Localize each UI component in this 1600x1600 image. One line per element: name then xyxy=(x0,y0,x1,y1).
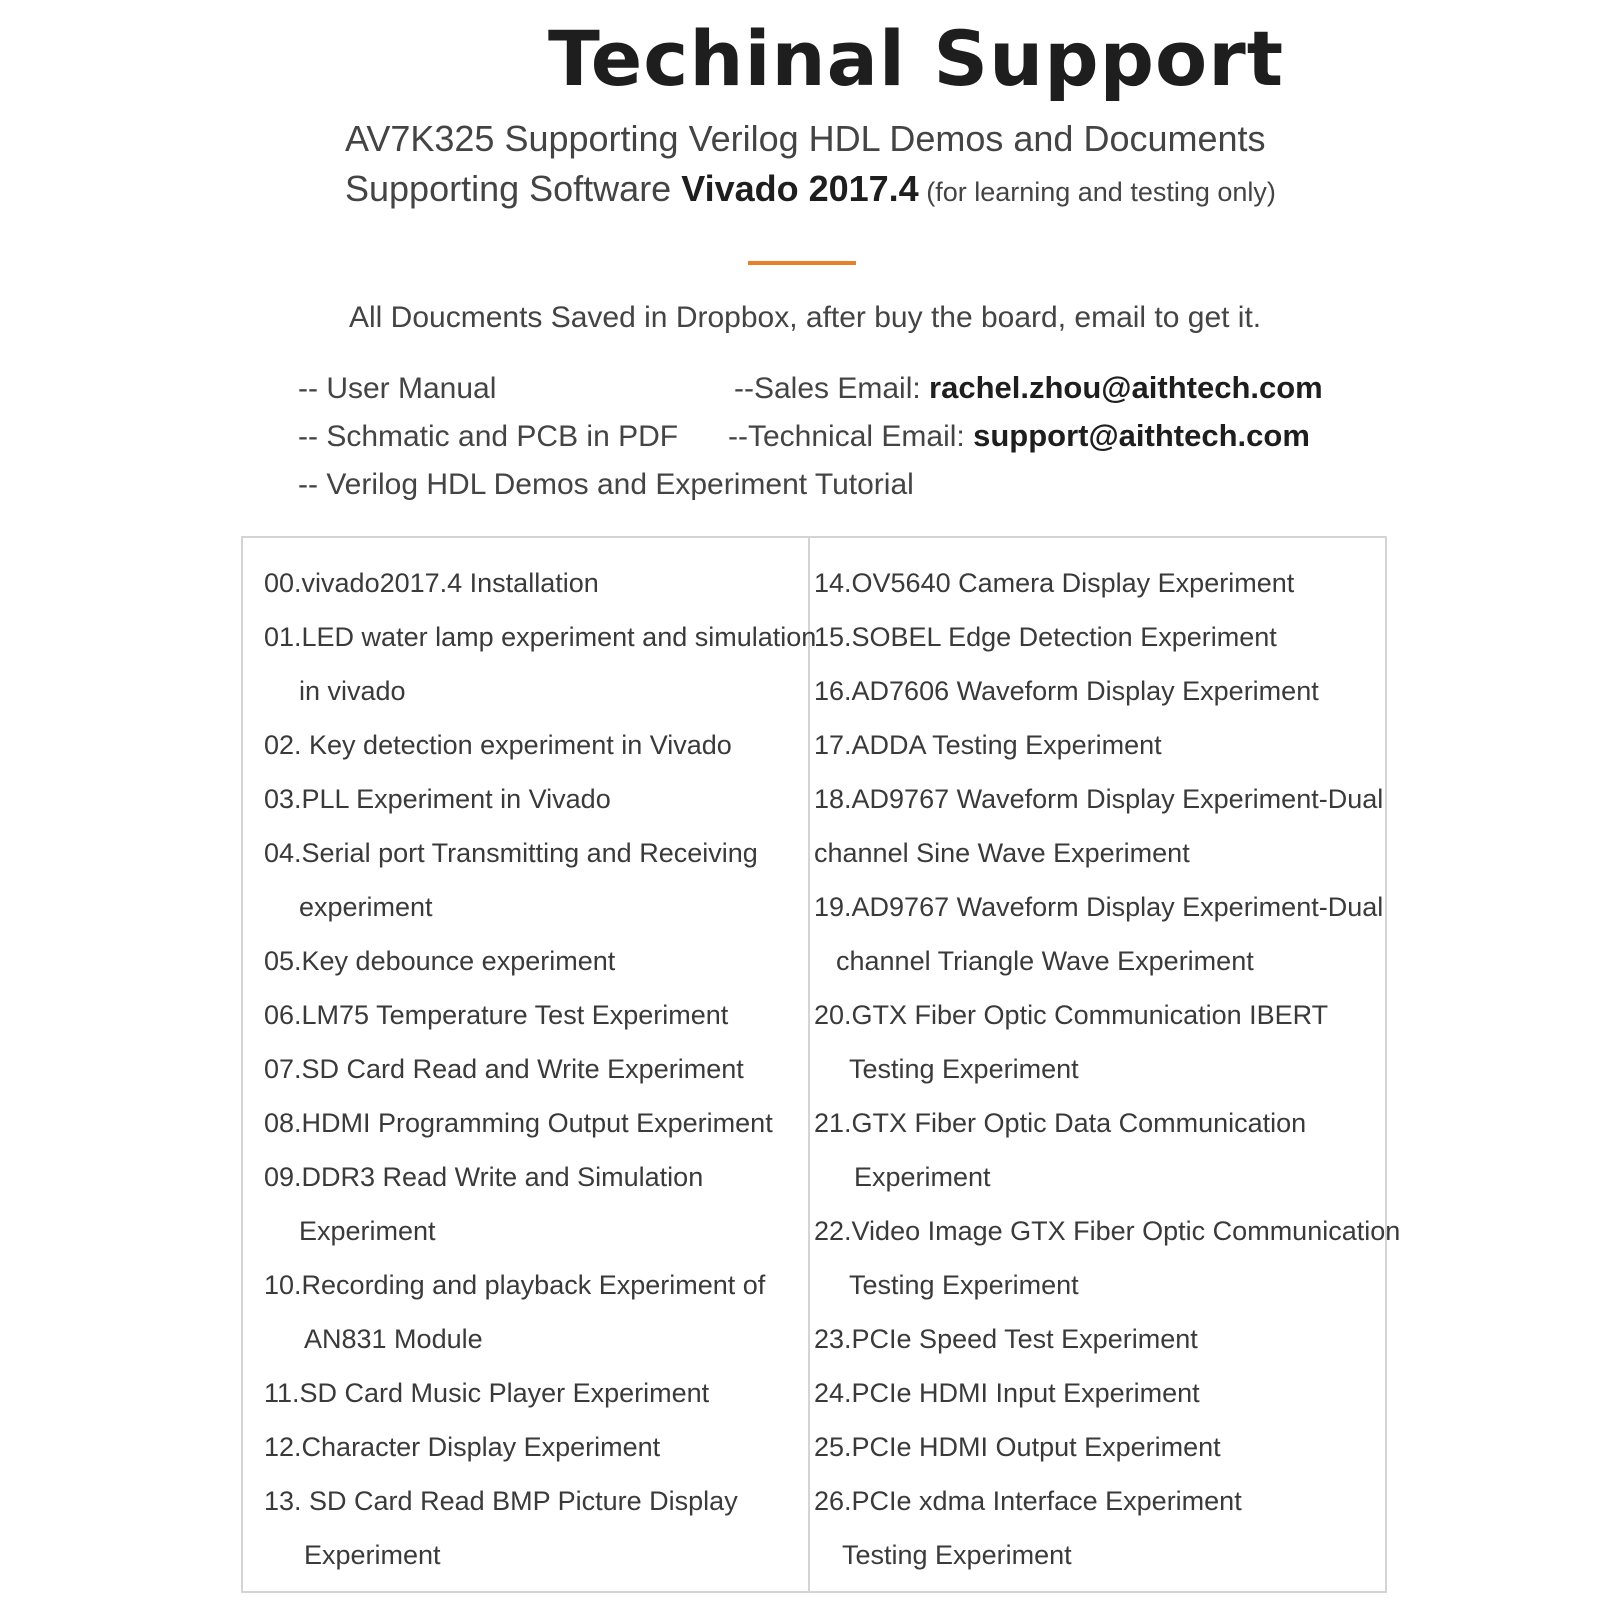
demo-item xyxy=(814,988,1400,1096)
demo-item xyxy=(814,1204,1400,1312)
demo-item-line: 08.HDMI Programming Output Experiment xyxy=(264,1108,773,1138)
demo-item-continuation: Testing Experiment xyxy=(842,1540,1072,1570)
demo-item-line: 20.GTX Fiber Optic Communication IBERT xyxy=(814,1000,1329,1030)
technical-email-label: --Technical Email: xyxy=(728,420,974,453)
demo-item-continuation: Experiment xyxy=(304,1540,441,1570)
demo-item-line: 22.Video Image GTX Fiber Optic Communication xyxy=(814,1216,1401,1246)
demo-item xyxy=(264,1420,816,1474)
demo-item-line: 06.LM75 Temperature Test Experiment xyxy=(264,1000,729,1030)
demo-item xyxy=(814,556,1400,610)
subtitle: AV7K325 Supporting Verilog HDL Demos and Documents xyxy=(345,118,1266,159)
demo-item xyxy=(264,1042,816,1096)
demo-item xyxy=(264,934,816,988)
demo-item-continuation: channel Triangle Wave Experiment xyxy=(836,946,1254,976)
demo-item xyxy=(264,1474,816,1582)
demo-item-continuation: experiment xyxy=(299,892,433,922)
demo-item xyxy=(264,610,816,718)
demo-item xyxy=(264,1096,816,1150)
demo-item-line: 26.PCIe xdma Interface Experiment xyxy=(814,1486,1242,1516)
demo-item xyxy=(814,1366,1400,1420)
demo-item xyxy=(264,1366,816,1420)
page-title: Techinal Support xyxy=(548,14,1285,103)
demo-item xyxy=(814,1312,1400,1366)
doc-item-schematic: -- Schmatic and PCB in PDF xyxy=(298,420,679,453)
accent-divider xyxy=(748,261,856,265)
demo-item-line: 24.PCIe HDMI Input Experiment xyxy=(814,1378,1200,1408)
demo-item-continuation: AN831 Module xyxy=(304,1324,483,1354)
demo-item-line: 23.PCIe Speed Test Experiment xyxy=(814,1324,1198,1354)
demo-item-continuation: Experiment xyxy=(854,1162,991,1192)
demo-list-right xyxy=(814,556,1400,1582)
demo-item-line: 09.DDR3 Read Write and Simulation xyxy=(264,1162,704,1192)
demo-item-line: 15.SOBEL Edge Detection Experiment xyxy=(814,622,1277,652)
demo-item-line: 02. Key detection experiment in Vivado xyxy=(264,730,732,760)
demo-item-continuation: channel Sine Wave Experiment xyxy=(814,838,1190,868)
demo-item-line: 00.vivado2017.4 Installation xyxy=(264,568,599,598)
sales-contact xyxy=(734,370,1323,406)
demo-item-line: 03.PLL Experiment in Vivado xyxy=(264,784,611,814)
demo-item xyxy=(814,1420,1400,1474)
demo-item xyxy=(264,988,816,1042)
demo-list-left xyxy=(264,556,816,1582)
demo-item-line: 04.Serial port Transmitting and Receiving xyxy=(264,838,758,868)
technical-contact xyxy=(728,418,1310,454)
sales-email-label: --Sales Email: xyxy=(734,372,930,405)
demo-item-continuation: Testing Experiment xyxy=(849,1270,1079,1300)
demo-item-line: 10.Recording and playback Experiment of xyxy=(264,1270,766,1300)
demo-item-line: 21.GTX Fiber Optic Data Communication xyxy=(814,1108,1307,1138)
demo-item xyxy=(814,1474,1400,1582)
demo-item xyxy=(814,664,1400,718)
demo-item-line: 16.AD7606 Waveform Display Experiment xyxy=(814,676,1319,706)
demo-item-line: 01.LED water lamp experiment and simulation xyxy=(264,622,817,652)
doc-item-demos: -- Verilog HDL Demos and Experiment Tutorial xyxy=(298,468,914,501)
demo-item xyxy=(264,1258,816,1366)
demo-item-continuation: Experiment xyxy=(299,1216,436,1246)
dropbox-note: All Doucments Saved in Dropbox, after buy the board, email to get it. xyxy=(349,301,1262,334)
demo-item-line: 25.PCIe HDMI Output Experiment xyxy=(814,1432,1221,1462)
demo-item-line: 13. SD Card Read BMP Picture Display xyxy=(264,1486,738,1516)
demo-item-line: 12.Character Display Experiment xyxy=(264,1432,661,1462)
software-prefix: Supporting Software xyxy=(345,168,682,209)
demo-item-line: 07.SD Card Read and Write Experiment xyxy=(264,1054,744,1084)
demo-item-line: 11.SD Card Music Player Experiment xyxy=(264,1378,710,1408)
demo-item-line: 17.ADDA Testing Experiment xyxy=(814,730,1162,760)
technical-email[interactable]: support@aithtech.com xyxy=(973,418,1310,453)
sales-email[interactable]: rachel.zhou@aithtech.com xyxy=(929,370,1323,405)
demo-item xyxy=(814,880,1400,988)
software-note: (for learning and testing only) xyxy=(918,177,1276,207)
demo-item xyxy=(814,1096,1400,1204)
demo-item-line: 14.OV5640 Camera Display Experiment xyxy=(814,568,1295,598)
demo-item-line: 05.Key debounce experiment xyxy=(264,946,616,976)
demo-item-continuation: in vivado xyxy=(299,676,406,706)
demo-item-line: 19.AD9767 Waveform Display Experiment-Dual xyxy=(814,892,1384,922)
demo-item xyxy=(814,610,1400,664)
demo-item xyxy=(814,772,1400,880)
demo-item xyxy=(264,772,816,826)
software-line xyxy=(345,168,1276,210)
demo-item xyxy=(264,718,816,772)
doc-item-user-manual: -- User Manual xyxy=(298,372,497,405)
demo-item xyxy=(264,556,816,610)
demo-item xyxy=(814,718,1400,772)
demo-item-continuation: Testing Experiment xyxy=(849,1054,1079,1084)
demo-item-line: 18.AD9767 Waveform Display Experiment-Dual xyxy=(814,784,1384,814)
demo-item xyxy=(264,826,816,934)
demo-item xyxy=(264,1150,816,1258)
software-name: Vivado 2017.4 xyxy=(681,168,919,209)
